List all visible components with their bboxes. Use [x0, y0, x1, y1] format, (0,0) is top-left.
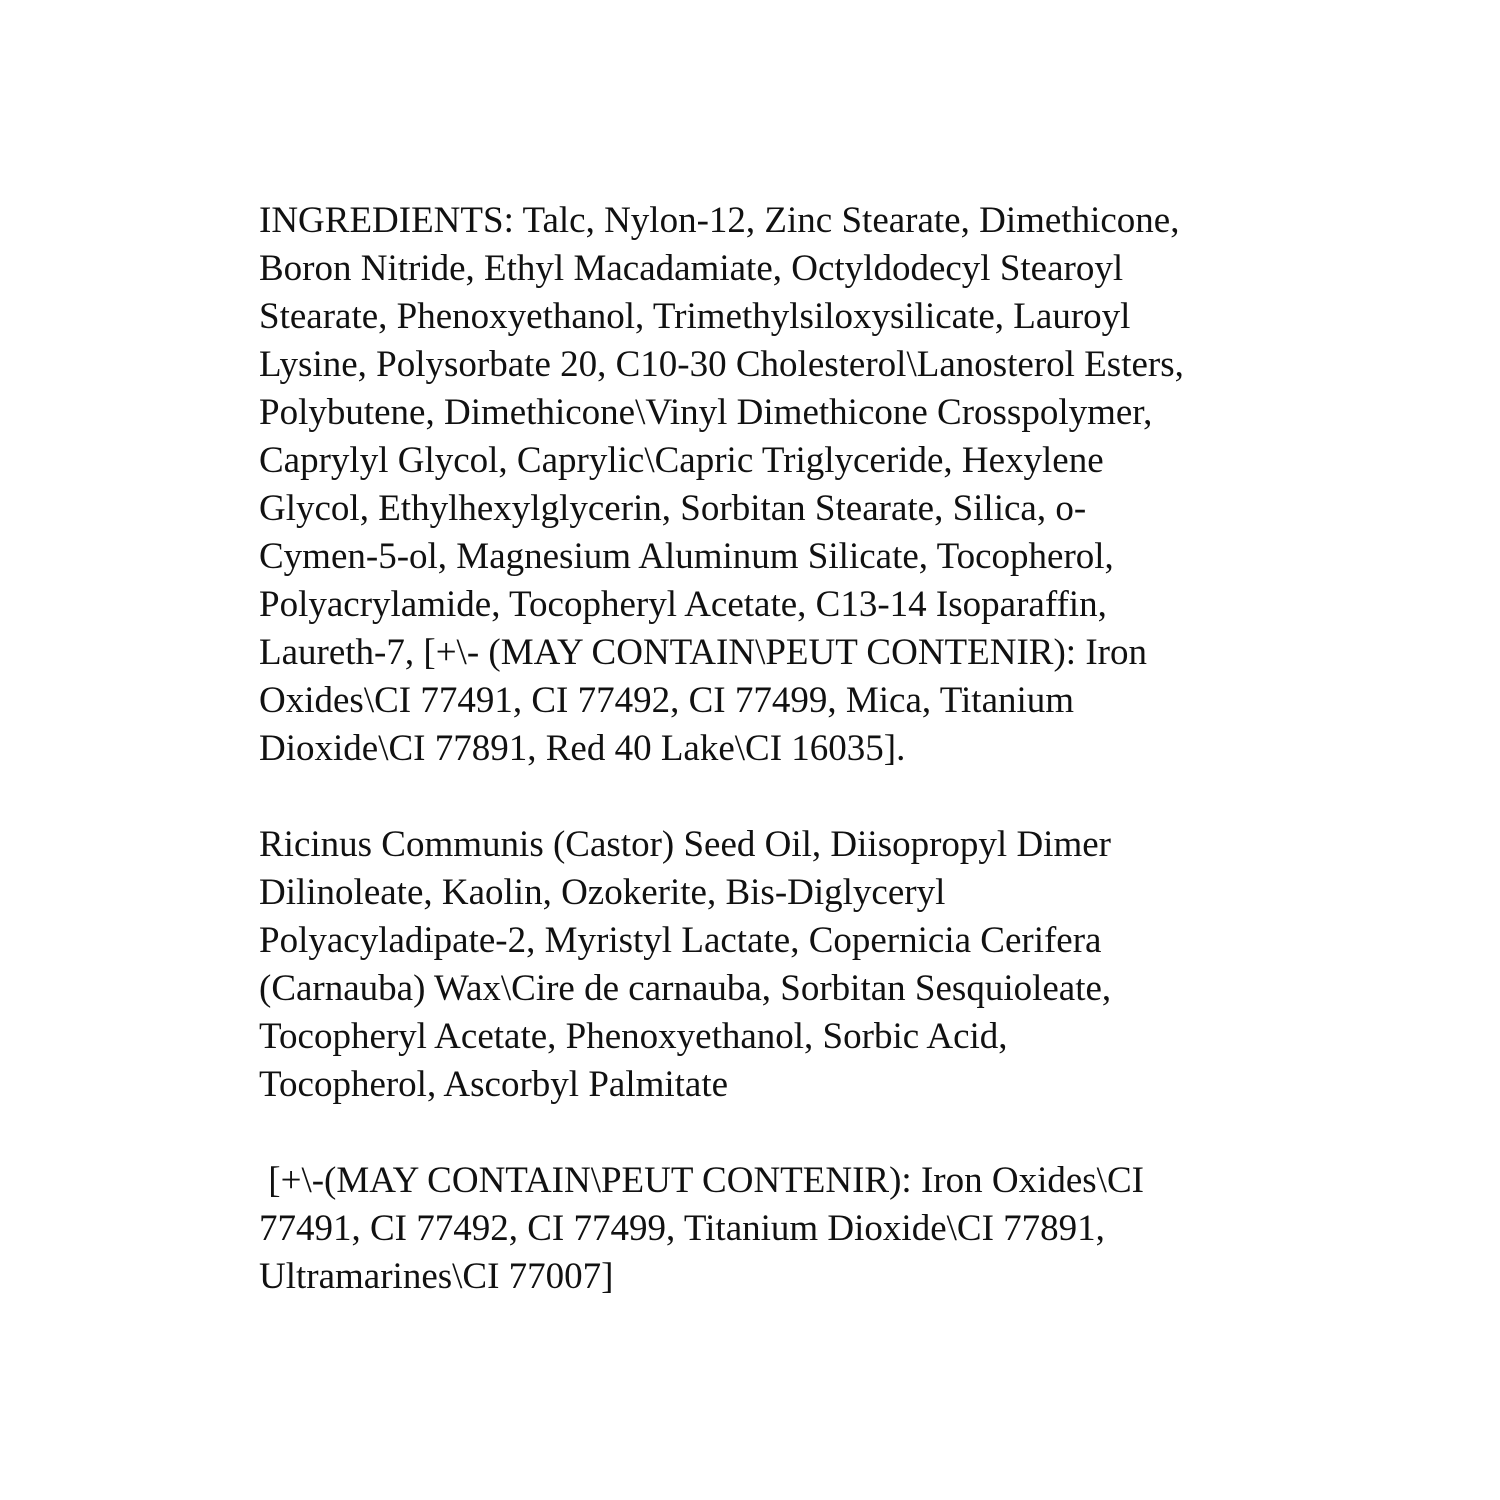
- formula-line-5: Tocopheryl Acetate, Phenoxyethanol, Sorbic Acid,: [259, 1016, 1008, 1057]
- ingredients-line-7: Glycol, Ethylhexylglycerin, Sorbitan Stearate, Silica, o-: [259, 488, 1087, 529]
- ingredients-line-3: Stearate, Phenoxyethanol, Trimethylsiloxysilicate, Lauroyl: [259, 296, 1131, 337]
- ingredients-line-5: Polybutene, Dimethicone\Vinyl Dimethicone Crosspolymer,: [259, 392, 1153, 433]
- ingredients-line-4: Lysine, Polysorbate 20, C10-30 Cholesterol\Lanosterol Esters,: [259, 344, 1184, 385]
- ingredients-line-12: Dioxide\CI 77891, Red 40 Lake\CI 16035].: [259, 728, 906, 769]
- formula-line-6: Tocopherol, Ascorbyl Palmitate: [259, 1064, 729, 1105]
- formula-line-2: Dilinoleate, Kaolin, Ozokerite, Bis-Diglyceryl: [259, 872, 946, 913]
- ingredients-line-1: INGREDIENTS: Talc, Nylon-12, Zinc Stearate, Dimethicone,: [259, 200, 1180, 241]
- ingredients-line-6: Caprylyl Glycol, Caprylic\Capric Triglyceride, Hexylene: [259, 440, 1104, 481]
- ingredients-line-9: Polyacrylamide, Tocopheryl Acetate, C13-14 Isoparaffin,: [259, 584, 1107, 625]
- may-contain-line-1: [+\-(MAY CONTAIN\PEUT CONTENIR): Iron Oxides\CI: [259, 1160, 1144, 1201]
- may-contain-line-2: 77491, CI 77492, CI 77499, Titanium Dioxide\CI 77891,: [259, 1208, 1105, 1249]
- ingredients-line-8: Cymen-5-ol, Magnesium Aluminum Silicate, Tocopherol,: [259, 536, 1114, 577]
- ingredients-line-10: Laureth-7, [+\- (MAY CONTAIN\PEUT CONTENIR): Iron: [259, 632, 1147, 673]
- formula-line-1: Ricinus Communis (Castor) Seed Oil, Diisopropyl Dimer: [259, 824, 1111, 865]
- ingredients-line-11: Oxides\CI 77491, CI 77492, CI 77499, Mica, Titanium: [259, 680, 1075, 721]
- formula-line-4: (Carnauba) Wax\Cire de carnauba, Sorbitan Sesquioleate,: [259, 968, 1112, 1009]
- ingredients-line-2: Boron Nitride, Ethyl Macadamiate, Octyldodecyl Stearoyl: [259, 248, 1124, 289]
- may-contain-line-3: Ultramarines\CI 77007]: [259, 1256, 614, 1297]
- formula-line-3: Polyacyladipate-2, Myristyl Lactate, Copernicia Cerifera: [259, 920, 1102, 961]
